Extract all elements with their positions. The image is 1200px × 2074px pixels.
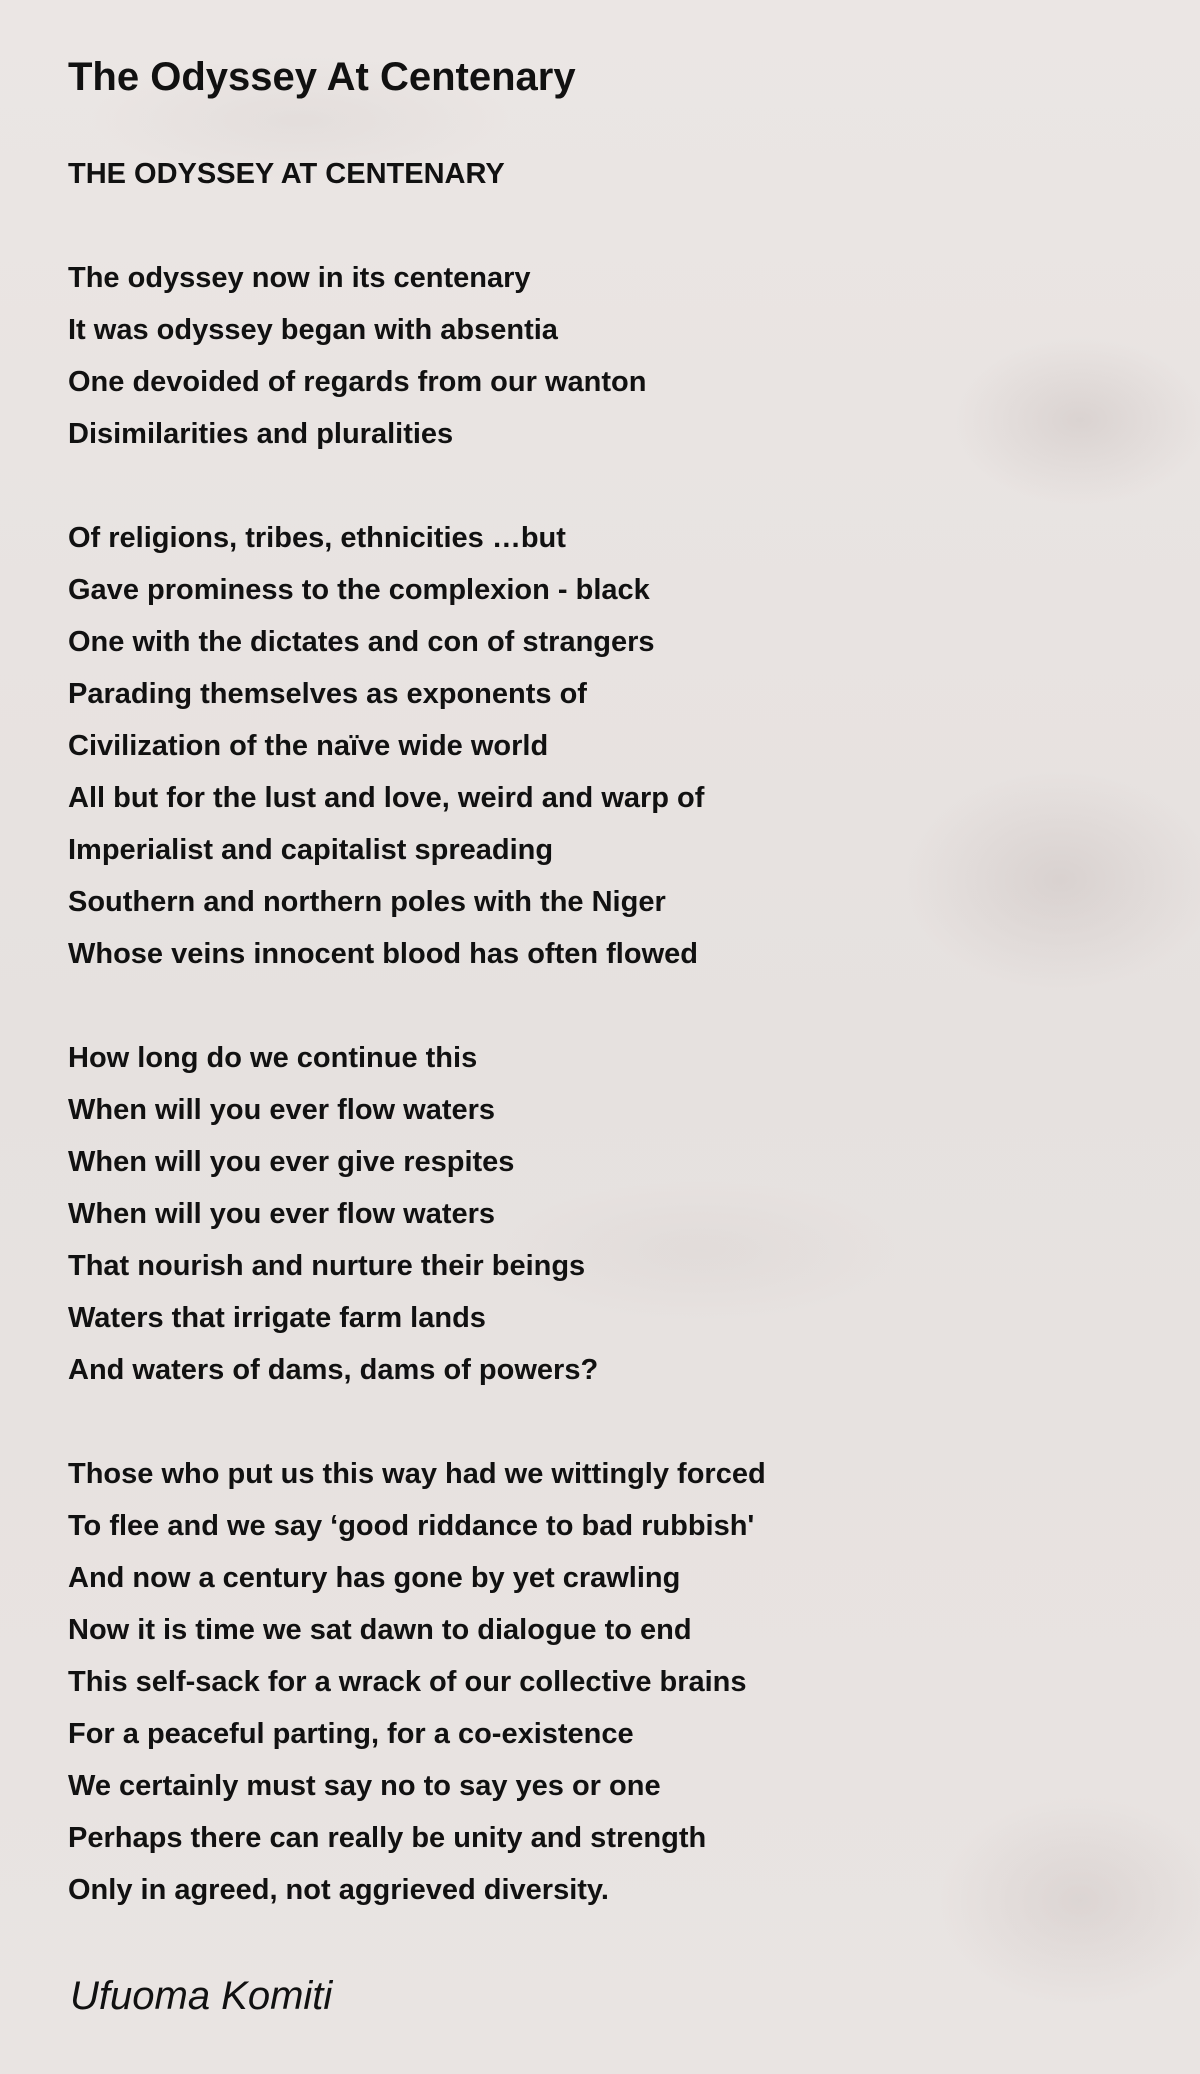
poem-line: When will you ever flow waters	[68, 1094, 496, 1126]
poem-line: When will you ever give respites	[68, 1146, 515, 1178]
poem-line: Gave prominess to the complexion - black	[68, 574, 650, 606]
poem-line: All but for the lust and love, weird and warp of	[68, 782, 705, 814]
poem-line: Of religions, tribes, ethnicities …but	[68, 522, 566, 554]
stanza-2	[68, 512, 1148, 980]
poem-line: Whose veins innocent blood has often flowed	[68, 938, 698, 970]
poem-line: Parading themselves as exponents of	[68, 678, 587, 710]
poem-line: Now it is time we sat dawn to dialogue to end	[68, 1614, 692, 1646]
poem-line: And now a century has gone by yet crawling	[68, 1562, 681, 1594]
poem-line: Civilization of the naïve wide world	[68, 730, 549, 762]
stanza-4	[68, 1448, 1148, 1916]
poem-line: Disimilarities and pluralities	[68, 418, 454, 450]
poem-line: Southern and northern poles with the Niger	[68, 886, 666, 918]
poem-line: That nourish and nurture their beings	[68, 1250, 586, 1282]
poem-line: Imperialist and capitalist spreading	[68, 834, 554, 866]
author-name: Ufuoma Komiti	[70, 1974, 333, 2018]
poem-line: Perhaps there can really be unity and strength	[68, 1822, 707, 1854]
stanza-gap	[68, 980, 1148, 1032]
stanza-1	[68, 252, 1148, 460]
poem-line: For a peaceful parting, for a co-existence	[68, 1718, 634, 1750]
poem-line: And waters of dams, dams of powers?	[68, 1354, 599, 1386]
poem-line: We certainly must say no to say yes or one	[68, 1770, 661, 1802]
poem-line: One with the dictates and con of strangers	[68, 626, 655, 658]
stanza-gap	[68, 200, 1148, 252]
poem-line: Those who put us this way had we wittingly forced	[68, 1458, 766, 1490]
poem-body	[68, 148, 1148, 1916]
stanza-gap	[68, 460, 1148, 512]
poem-heading: THE ODYSSEY AT CENTENARY	[68, 158, 505, 190]
poem-line: To flee and we say ‘good riddance to bad rubbish'	[68, 1510, 755, 1542]
stanza-3	[68, 1032, 1148, 1396]
poem-line: How long do we continue this	[68, 1042, 478, 1074]
poem-line: Waters that irrigate farm lands	[68, 1302, 486, 1334]
poem-line: One devoided of regards from our wanton	[68, 366, 647, 398]
poem-line: Only in agreed, not aggrieved diversity.	[68, 1874, 609, 1906]
poem-line: When will you ever flow waters	[68, 1198, 496, 1230]
stanza-gap	[68, 1396, 1148, 1448]
page-title: The Odyssey At Centenary	[68, 55, 576, 99]
poem-line: This self-sack for a wrack of our collective brains	[68, 1666, 747, 1698]
poem-line: The odyssey now in its centenary	[68, 262, 531, 294]
poem-line: It was odyssey began with absentia	[68, 314, 558, 346]
